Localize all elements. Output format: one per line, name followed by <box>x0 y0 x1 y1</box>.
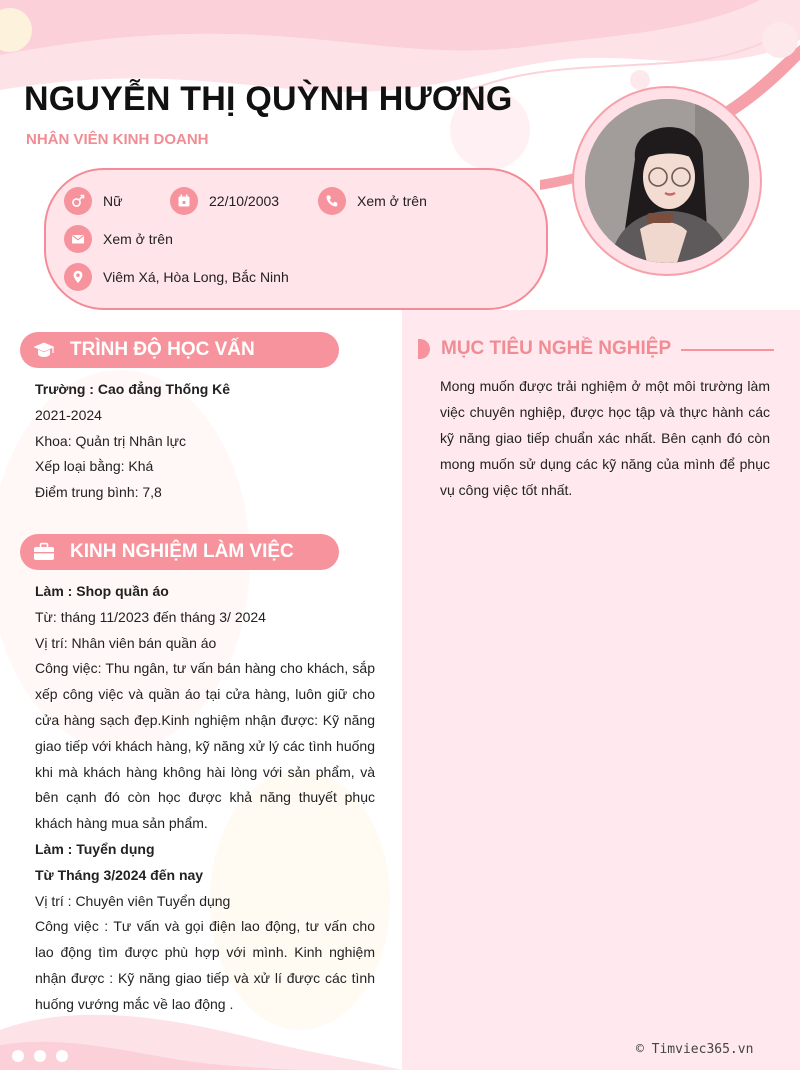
candidate-name: NGUYỄN THỊ QUỲNH HƯƠNG <box>24 80 513 118</box>
job1-position: Vị trí: Nhân viên bán quần áo <box>35 634 217 651</box>
education-heading-bar <box>20 332 339 368</box>
avatar <box>585 99 749 263</box>
career-goal-heading-bar <box>418 338 671 360</box>
location-icon <box>64 263 92 291</box>
education-gpa: Điểm trung bình: 7,8 <box>35 484 162 501</box>
footer-watermark: © Timviec365.vn <box>636 1042 754 1057</box>
job1-description: Công việc: Thu ngân, tư vấn bán hàng cho khách, sắp xếp công việc và quần áo tại cửa hàng, luôn giữ cho cửa hàng sạch đẹp.Kinh nghiệm nhận được: Kỹ năng giao tiếp với khách hàng, kỹ năng xử lý các tình huống khi mà khách hàng không hài lòng với sản phẩm, và bên cạnh đó còn học được khả năng thuyết phục khách hàng mua sản phẩm. <box>35 660 375 832</box>
job1-title: Làm : Shop quần áo <box>35 583 169 599</box>
birthday-value: 22/10/2003 <box>209 193 280 209</box>
education-faculty: Khoa: Quản trị Nhân lực <box>35 432 187 449</box>
gender-value: Nữ <box>103 193 123 209</box>
half-circle-marker <box>418 339 430 359</box>
job2-description: Công việc : Tư vấn và gọi điện lao động, tư vấn cho lao động tìm được phù hợp với mình. Kinh nghiệm nhận được : Kỹ năng giao tiếp và xử lí được các tình huống vướng mắc về lao động . <box>35 918 375 1012</box>
education-details <box>35 377 375 506</box>
job2-title: Làm : Tuyển dụng <box>35 840 155 857</box>
phone-icon <box>318 187 346 215</box>
contact-info-box <box>44 168 548 310</box>
gender-icon <box>64 187 92 215</box>
contact-email <box>64 225 173 253</box>
career-goal-divider <box>681 349 774 351</box>
contact-gender <box>64 187 122 215</box>
education-heading: TRÌNH ĐỘ HỌC VẤN <box>70 339 255 360</box>
education-rank: Xếp loại bằng: Khá <box>35 458 154 475</box>
contact-phone <box>318 187 427 215</box>
contact-birthday <box>170 187 279 215</box>
experience-heading: KINH NGHIỆM LÀM VIỆC <box>70 541 294 562</box>
job-title: NHÂN VIÊN KINH DOANH <box>26 131 209 148</box>
career-goal-text: Mong muốn được trải nghiệm ở một môi trường làm việc chuyên nghiệp, được học tập và thực hành các kỹ năng giao tiếp chuẩn xác nhất. Bên cạnh đó còn mong muốn sử dụng các kỹ năng của mình để phục vụ công việc tốt nhất. <box>440 378 770 498</box>
career-goal-heading: MỤC TIÊU NGHỀ NGHIỆP <box>441 338 672 359</box>
experience-details <box>35 579 375 1018</box>
address-value: Viêm Xá, Hòa Long, Bắc Ninh <box>103 269 289 285</box>
education-years: 2021-2024 <box>35 406 102 423</box>
education-school: Trường : Cao đẳng Thống Kê <box>35 381 231 397</box>
briefcase-icon <box>26 540 62 564</box>
phone-value: Xem ở trên <box>357 193 427 209</box>
calendar-icon <box>170 187 198 215</box>
graduation-cap-icon <box>26 338 62 362</box>
email-value: Xem ở trên <box>103 231 173 247</box>
job1-period: Từ: tháng 11/2023 đến tháng 3/ 2024 <box>35 608 266 625</box>
experience-heading-bar <box>20 534 339 570</box>
contact-address <box>64 263 289 291</box>
job2-position: Vị trí : Chuyên viên Tuyển dụng <box>35 892 231 909</box>
email-icon <box>64 225 92 253</box>
job2-period: Từ Tháng 3/2024 đến nay <box>35 866 204 883</box>
